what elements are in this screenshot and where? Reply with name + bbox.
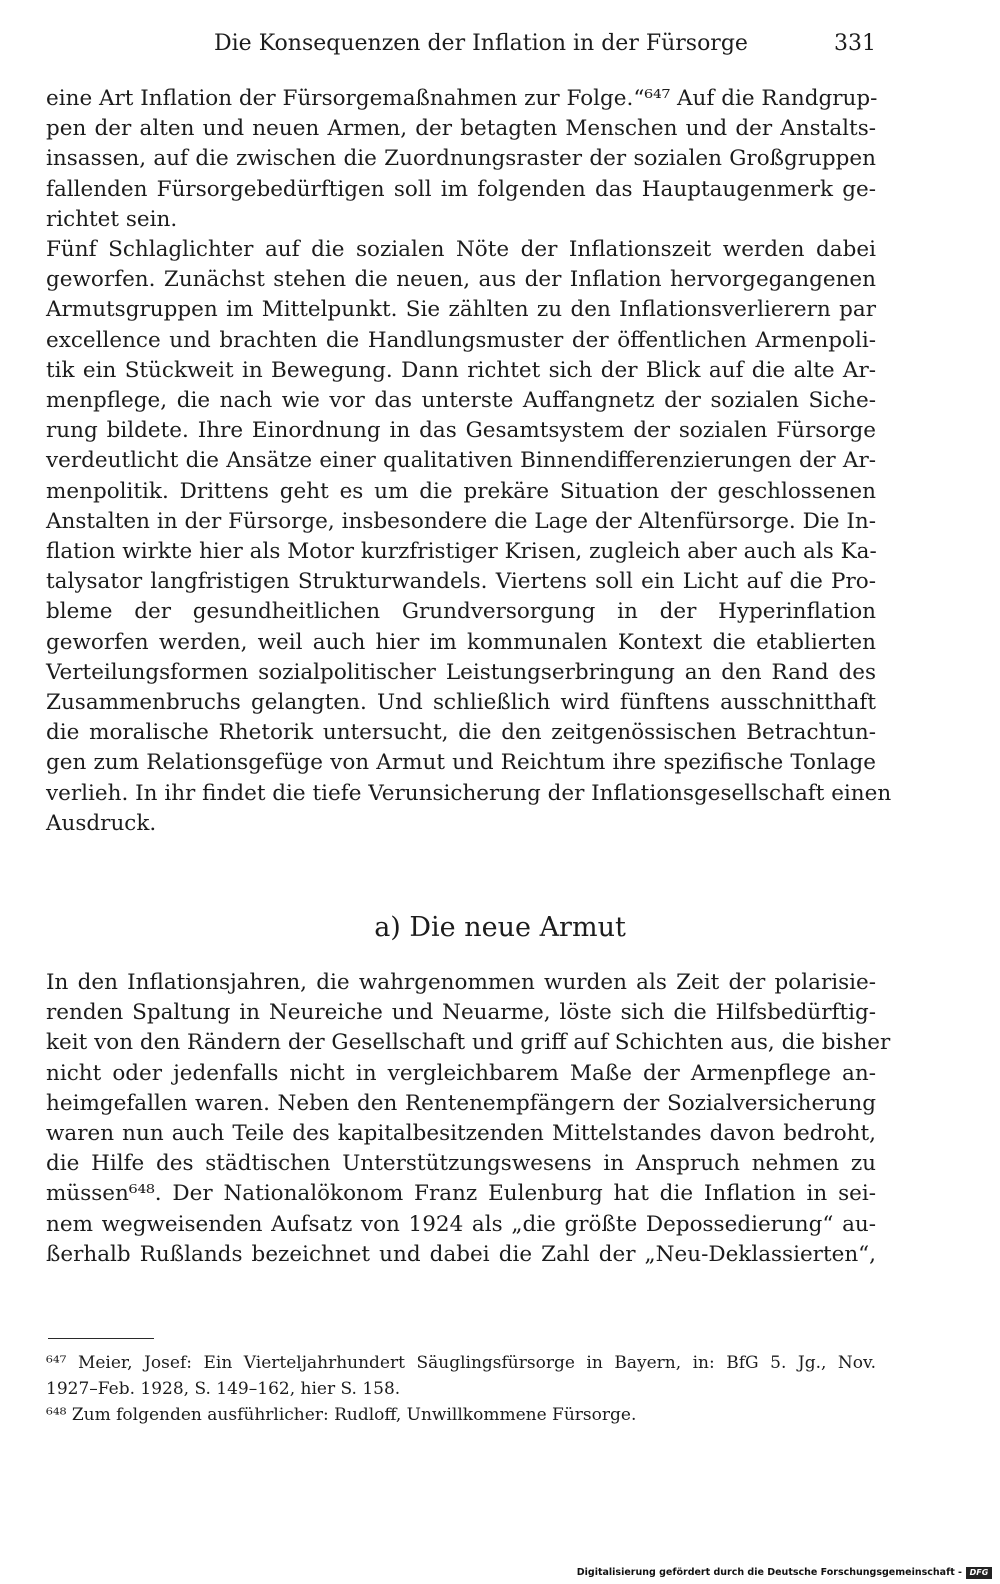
text-line: Anstalten in der Fürsorge, insbesondere die Lage der Altenfürsorge. Die In- bbox=[46, 508, 876, 534]
text-line: die Hilfe des städtischen Unterstützungswesens in Anspruch nehmen zu bbox=[46, 1151, 876, 1177]
section-heading: a) Die neue Armut bbox=[374, 912, 626, 943]
text-line: geworfen. Zunächst stehen die neuen, aus der Inflation hervorgegangenen bbox=[46, 267, 876, 293]
text-line: Armutsgruppen im Mittelpunkt. Sie zählten zu den Inflationsverlierern par bbox=[46, 297, 876, 323]
text-line: waren nun auch Teile des kapitalbesitzenden Mittelstandes davon bedroht, bbox=[46, 1121, 876, 1146]
running-title: Die Konsequenzen der Inflation in der Fürsorge bbox=[214, 31, 748, 56]
dfg-logo: DFG bbox=[966, 1567, 992, 1579]
text-line: Verteilungsformen sozialpolitischer Leistungserbringung an den Rand des bbox=[46, 659, 876, 685]
text-line: eine Art Inflation der Fürsorgemaßnahmen zur Folge.“⁶⁴⁷ Auf die Randgrup- bbox=[46, 86, 878, 111]
text-line: talysator langfristigen Strukturwandels. Viertens soll ein Licht auf die Pro- bbox=[46, 569, 876, 595]
page-number: 331 bbox=[834, 31, 876, 56]
digitization-footer bbox=[577, 1565, 992, 1581]
text-line: verlieh. In ihr findet die tiefe Verunsicherung der Inflationsgesellschaft einen bbox=[46, 780, 892, 806]
text-line: rung bildete. Ihre Einordnung in das Gesamtsystem der sozialen Fürsorge bbox=[46, 418, 876, 444]
text-line: verdeutlicht die Ansätze einer qualitativen Binnendifferenzierungen der Ar- bbox=[46, 448, 876, 474]
text-line: richtet sein. bbox=[46, 206, 178, 232]
footnote-line: ⁶⁴⁷ Meier, Josef: Ein Vierteljahrhundert Säuglingsfürsorge in Bayern, in: BfG 5. Jg., Nov. bbox=[46, 1353, 876, 1373]
text-line: müssen⁶⁴⁸. Der Nationalökonom Franz Eulenburg hat die Inflation in sei- bbox=[46, 1181, 876, 1207]
running-header bbox=[210, 26, 876, 62]
footer-credit: Digitalisierung gefördert durch die Deutsche Forschungsgemeinschaft - bbox=[576, 1567, 962, 1578]
footnote-line: ⁶⁴⁸ Zum folgenden ausführlicher: Rudloff, Unwillkommene Fürsorge. bbox=[46, 1405, 637, 1425]
footnote-line: 1927–Feb. 1928, S. 149–162, hier S. 158. bbox=[46, 1379, 401, 1399]
text-line: In den Inflationsjahren, die wahrgenommen wurden als Zeit der polarisie- bbox=[46, 970, 876, 995]
text-line: keit von den Rändern der Gesellschaft und griff auf Schichten aus, die bisher bbox=[46, 1030, 891, 1056]
text-line: die moralische Rhetorik untersucht, die den zeitgenössischen Betrachtun- bbox=[46, 720, 876, 746]
text-line: fallenden Fürsorgebedürftigen soll im folgenden das Hauptaugenmerk ge- bbox=[46, 176, 876, 202]
text-line: tik ein Stückweit in Bewegung. Dann richtet sich der Blick auf die alte Ar- bbox=[46, 357, 876, 383]
text-line: gen zum Relationsgefüge von Armut und Reichtum ihre spezifische Tonlage bbox=[46, 750, 876, 776]
text-line: geworfen werden, weil auch hier im kommunalen Kontext die etablierten bbox=[46, 629, 876, 655]
text-line: heimgefallen waren. Neben den Rentenempfängern der Sozialversicherung bbox=[46, 1090, 876, 1116]
text-line: Zusammenbruchs gelangten. Und schließlich wird fünftens ausschnitthaft bbox=[46, 690, 876, 715]
text-line: Ausdruck. bbox=[46, 810, 157, 836]
text-line: nem wegweisenden Aufsatz von 1924 als „die größte Depossedierung“ au- bbox=[46, 1211, 876, 1237]
text-line: excellence und brachten die Handlungsmuster der öffentlichen Armenpoli- bbox=[46, 327, 876, 353]
footnote-rule bbox=[48, 1338, 154, 1339]
text-line: flation wirkte hier als Motor kurzfristiger Krisen, zugleich aber auch als Ka- bbox=[46, 539, 877, 564]
text-line: Fünf Schlaglichter auf die sozialen Nöte der Inflationszeit werden dabei bbox=[46, 237, 876, 262]
text-line: menpflege, die nach wie vor das unterste Auffangnetz der sozialen Siche- bbox=[46, 388, 876, 413]
text-line: menpolitik. Drittens geht es um die prekäre Situation der geschlossenen bbox=[46, 478, 876, 504]
text-line: renden Spaltung in Neureiche und Neuarme, löste sich die Hilfsbedürftig- bbox=[46, 1000, 876, 1026]
text-line: pen der alten und neuen Armen, der betagten Menschen und der Anstalts- bbox=[46, 116, 876, 142]
text-line: insassen, auf die zwischen die Zuordnungsraster der sozialen Großgruppen bbox=[46, 146, 876, 172]
text-line: bleme der gesundheitlichen Grundversorgung in der Hyperinflation bbox=[46, 599, 876, 625]
text-line: ßerhalb Rußlands bezeichnet und dabei die Zahl der „Neu-Deklassierten“, bbox=[46, 1241, 876, 1267]
text-line: nicht oder jedenfalls nicht in vergleichbarem Maße der Armenpflege an- bbox=[46, 1060, 876, 1086]
